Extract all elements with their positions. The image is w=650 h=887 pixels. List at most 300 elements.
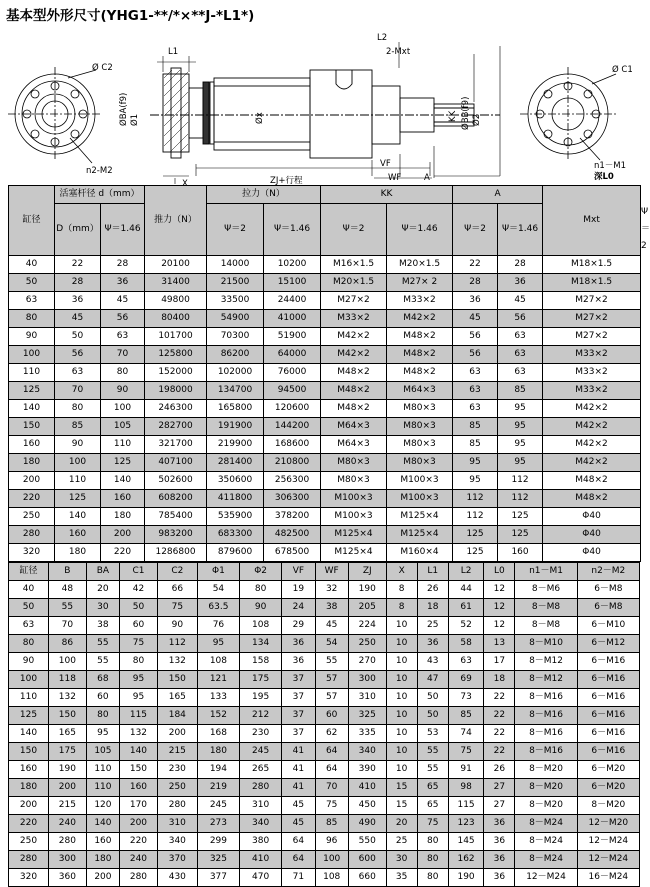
table-row <box>9 833 640 851</box>
table-cell: 94500 <box>264 382 321 400</box>
table-cell: 28 <box>55 274 101 292</box>
table-cell: 306300 <box>264 490 321 508</box>
table-cell: 16－M24 <box>577 869 639 887</box>
table-cell: 27 <box>484 779 515 797</box>
t1-subheader-cell: Ψ＝2 <box>321 204 387 256</box>
table-cell: 36 <box>101 274 145 292</box>
table-cell: M80×3 <box>321 454 387 472</box>
table-cell: 90 <box>55 436 101 454</box>
table-cell: 22 <box>484 743 515 761</box>
table-cell: 45 <box>282 815 315 833</box>
table-cell: 90 <box>101 382 145 400</box>
table-cell: 240 <box>48 815 86 833</box>
table-cell: 76 <box>197 617 239 635</box>
table-cell: 158 <box>240 653 282 671</box>
table-cell: 55 <box>86 653 119 671</box>
table-cell: 63 <box>453 382 498 400</box>
table-cell: 608200 <box>145 490 207 508</box>
table-row <box>9 400 641 418</box>
table-row <box>9 454 641 472</box>
table-cell: 160 <box>9 436 55 454</box>
table-cell: 48 <box>48 581 86 599</box>
table-cell: 180 <box>9 454 55 472</box>
table-cell: 14000 <box>207 256 264 274</box>
table-cell: M48×2 <box>387 328 453 346</box>
table-cell: 95 <box>197 635 239 653</box>
table-cell: 220 <box>9 490 55 508</box>
table-cell: 63 <box>453 364 498 382</box>
table-row <box>9 779 640 797</box>
table-cell: M125×4 <box>321 544 387 562</box>
table-cell: M80×3 <box>387 400 453 418</box>
table-cell: 280 <box>240 779 282 797</box>
table-cell: 112 <box>498 490 543 508</box>
table-row <box>9 346 641 364</box>
table-cell: 50 <box>417 689 448 707</box>
table-cell: 25 <box>417 617 448 635</box>
t2-header-cell: n1－M1 <box>515 563 577 581</box>
table-cell: 53 <box>417 725 448 743</box>
table-cell: 100 <box>48 653 86 671</box>
table-cell: 12 <box>484 581 515 599</box>
table-cell: 310 <box>157 815 197 833</box>
table-cell: 80 <box>101 364 145 382</box>
table-cell: 100 <box>315 851 348 869</box>
table-cell: 105 <box>101 418 145 436</box>
table-cell: M100×3 <box>387 490 453 508</box>
table-cell: 80 <box>86 707 119 725</box>
table-cell: 6－M10 <box>577 617 639 635</box>
table-cell: 37 <box>282 671 315 689</box>
table-cell: 61 <box>448 599 484 617</box>
table-cell: 325 <box>348 707 386 725</box>
table-row <box>9 815 640 833</box>
table-cell: 75 <box>315 797 348 815</box>
table-cell: M48×2 <box>321 364 387 382</box>
table-cell: 8－M16 <box>515 689 577 707</box>
table-cell: 74 <box>448 725 484 743</box>
table-cell: 80 <box>9 310 55 328</box>
table-cell: 125 <box>101 454 145 472</box>
table-cell: 64 <box>315 743 348 761</box>
table-cell: 95 <box>120 689 158 707</box>
table-cell: 86200 <box>207 346 264 364</box>
table-cell: 230 <box>240 725 282 743</box>
table-cell: 256300 <box>264 472 321 490</box>
table-cell: 37 <box>282 725 315 743</box>
table-cell: M80×3 <box>387 436 453 454</box>
table-cell: 6－M16 <box>577 743 639 761</box>
table-cell: 115 <box>120 707 158 725</box>
table-cell: 360 <box>48 869 86 887</box>
table-cell: 180 <box>86 851 119 869</box>
table-cell: 37 <box>282 689 315 707</box>
table-cell: 190 <box>348 581 386 599</box>
label-phi-bb: ØBB(f9) <box>461 96 471 130</box>
table-cell: 63 <box>498 346 543 364</box>
table-cell: M33×2 <box>543 364 641 382</box>
table-cell: 280 <box>9 526 55 544</box>
table-cell: 310 <box>240 797 282 815</box>
table-cell: M48×2 <box>321 382 387 400</box>
table-cell: 24 <box>282 599 315 617</box>
table-cell: 281400 <box>207 454 264 472</box>
table-cell: 12 <box>484 599 515 617</box>
table-cell: 80 <box>55 400 101 418</box>
table-cell: 340 <box>157 833 197 851</box>
table-cell: 28 <box>498 256 543 274</box>
table-cell: 280 <box>120 869 158 887</box>
table-cell: 50 <box>9 274 55 292</box>
table-cell: M33×2 <box>543 346 641 364</box>
table-cell: 6－M8 <box>577 599 639 617</box>
table-cell: 47 <box>417 671 448 689</box>
table-cell: 63 <box>448 653 484 671</box>
table-cell: 32 <box>315 581 348 599</box>
table-cell: M16×1.5 <box>321 256 387 274</box>
table-cell: 280 <box>157 797 197 815</box>
table-row <box>9 851 640 869</box>
table-cell: 6－M16 <box>577 671 639 689</box>
table-cell: 56 <box>498 310 543 328</box>
table-cell: 22 <box>55 256 101 274</box>
t2-header-cell: L1 <box>417 563 448 581</box>
table-cell: 8－M24 <box>515 815 577 833</box>
table-cell: 110 <box>101 436 145 454</box>
table-cell: 80 <box>417 851 448 869</box>
table-cell: 165 <box>48 725 86 743</box>
table-cell: 36 <box>484 815 515 833</box>
table-cell: 125 <box>498 508 543 526</box>
table-cell: 31400 <box>145 274 207 292</box>
table-cell: 6－M16 <box>577 689 639 707</box>
table-cell: 678500 <box>264 544 321 562</box>
table-cell: 8－M12 <box>515 671 577 689</box>
table-cell: 140 <box>55 508 101 526</box>
label-vf: VF <box>380 159 391 169</box>
table-cell: 118 <box>48 671 86 689</box>
table-cell: 110 <box>86 779 119 797</box>
table-cell: 18 <box>417 599 448 617</box>
table-cell: 19 <box>282 581 315 599</box>
table-cell: 41000 <box>264 310 321 328</box>
table-cell: M80×3 <box>387 454 453 472</box>
table-cell: 41 <box>282 743 315 761</box>
t2-header-cell: BA <box>86 563 119 581</box>
table-cell: 20 <box>386 815 417 833</box>
table-cell: 80 <box>9 635 49 653</box>
table-cell: 150 <box>9 418 55 436</box>
table-cell: 1286800 <box>145 544 207 562</box>
table-cell: 85 <box>55 418 101 436</box>
table-cell: 50 <box>9 599 49 617</box>
table-cell: 250 <box>9 508 55 526</box>
table-cell: 80 <box>417 869 448 887</box>
table-cell: 125 <box>9 707 49 725</box>
table-row <box>9 653 640 671</box>
table-cell: 162 <box>448 851 484 869</box>
table-row <box>9 274 641 292</box>
table-cell: 54 <box>197 581 239 599</box>
table-cell: 58 <box>448 635 484 653</box>
table-cell: 66 <box>157 581 197 599</box>
table-cell: 112 <box>453 490 498 508</box>
table-cell: 64000 <box>264 346 321 364</box>
table-cell: 110 <box>86 761 119 779</box>
table-cell: M42×2 <box>543 436 641 454</box>
table-cell: 350600 <box>207 472 264 490</box>
t1-subheader-cell: Ψ＝1.46 <box>101 204 145 256</box>
table-cell: 36 <box>417 635 448 653</box>
table-cell: M27×2 <box>543 292 641 310</box>
table-cell: 85 <box>453 436 498 454</box>
table-cell: 80400 <box>145 310 207 328</box>
table-cell: 8－M20 <box>515 779 577 797</box>
t2-header-cell: C1 <box>120 563 158 581</box>
table-cell: 430 <box>157 869 197 887</box>
table-cell: 335 <box>348 725 386 743</box>
table-cell: 490 <box>348 815 386 833</box>
table-cell: M20×1.5 <box>387 256 453 274</box>
table-cell: 175 <box>240 671 282 689</box>
spec-table-2 <box>8 562 640 887</box>
table-cell: 75 <box>120 635 158 653</box>
table-cell: 57 <box>315 671 348 689</box>
table-cell: 85 <box>498 382 543 400</box>
label-kk: KK <box>448 110 458 122</box>
table-cell: M48×2 <box>543 472 641 490</box>
t1-header-cell: 拉力（N） <box>207 186 321 204</box>
table-cell: 212 <box>240 707 282 725</box>
label-l1: L1 <box>168 47 179 57</box>
t2-header-cell: L0 <box>484 563 515 581</box>
table-cell: 13 <box>484 635 515 653</box>
table-cell: 49800 <box>145 292 207 310</box>
table-cell: M27×2 <box>543 328 641 346</box>
table-row <box>9 707 640 725</box>
table-cell: 220 <box>101 544 145 562</box>
table-cell: 90 <box>9 653 49 671</box>
table-row <box>9 599 640 617</box>
t1-subheader-cell: Ψ＝1.46 <box>498 204 543 256</box>
table-cell: 377 <box>197 869 239 887</box>
table-cell: 8－M8 <box>515 617 577 635</box>
label-a: A <box>424 173 430 183</box>
table-cell: 15 <box>386 797 417 815</box>
table-cell: 55 <box>315 653 348 671</box>
t2-header-cell: WF <box>315 563 348 581</box>
table-row <box>9 635 640 653</box>
table-cell: 180 <box>197 743 239 761</box>
table-row <box>9 671 640 689</box>
table-cell: 8－M6 <box>515 581 577 599</box>
table-cell: 63 <box>453 400 498 418</box>
table-cell: 60 <box>86 689 119 707</box>
table-cell: 22 <box>453 256 498 274</box>
table-cell: 12－M24 <box>577 851 639 869</box>
table-cell: 70300 <box>207 328 264 346</box>
table-cell: 240 <box>120 851 158 869</box>
table-cell: 152 <box>197 707 239 725</box>
table-cell: M42×2 <box>543 400 641 418</box>
table-cell: M42×2 <box>543 454 641 472</box>
table-cell: 45 <box>453 310 498 328</box>
table-cell: 482500 <box>264 526 321 544</box>
table-cell: 660 <box>348 869 386 887</box>
table-cell: 205 <box>348 599 386 617</box>
table-cell: 10 <box>386 653 417 671</box>
table-cell: 63 <box>9 617 49 635</box>
table-cell: 165 <box>157 689 197 707</box>
table-cell: M48×2 <box>387 346 453 364</box>
table-cell: 8－M24 <box>515 833 577 851</box>
table-cell: M48×2 <box>321 400 387 418</box>
table-cell: M18×1.5 <box>543 256 641 274</box>
table-cell: 33500 <box>207 292 264 310</box>
table-cell: 45 <box>101 292 145 310</box>
table-cell: 200 <box>9 472 55 490</box>
table-cell: Φ40 <box>543 508 641 526</box>
table-cell: 245 <box>197 797 239 815</box>
table-cell: 219900 <box>207 436 264 454</box>
label-c2: Ø C2 <box>92 63 113 73</box>
table-cell: 8－M10 <box>515 635 577 653</box>
table-cell: 95 <box>120 671 158 689</box>
table-cell: 55 <box>86 635 119 653</box>
table-cell: 26 <box>484 761 515 779</box>
table-cell: 125 <box>498 526 543 544</box>
table-cell: 10 <box>386 761 417 779</box>
table-cell: 63 <box>498 364 543 382</box>
table-cell: M42×2 <box>387 310 453 328</box>
table-row <box>9 617 640 635</box>
table-cell: 150 <box>9 743 49 761</box>
table-cell: 785400 <box>145 508 207 526</box>
table-cell: 75 <box>417 815 448 833</box>
table-cell: 224 <box>348 617 386 635</box>
table-cell: 190 <box>48 761 86 779</box>
table-cell: M33×2 <box>543 382 641 400</box>
table-cell: M160×4 <box>387 544 453 562</box>
table-cell: 112 <box>498 472 543 490</box>
table-cell: 411800 <box>207 490 264 508</box>
table-cell: 390 <box>348 761 386 779</box>
table-cell: 15100 <box>264 274 321 292</box>
table-cell: 8 <box>386 599 417 617</box>
table-cell: 26 <box>417 581 448 599</box>
table-cell: 101700 <box>145 328 207 346</box>
t1-header-cell: 活塞杆径 d（mm） <box>55 186 145 204</box>
table-cell: 50 <box>417 707 448 725</box>
table-row <box>9 725 640 743</box>
table-cell: 63 <box>9 292 55 310</box>
table-cell: 62 <box>315 725 348 743</box>
table-cell: 85 <box>448 707 484 725</box>
table-cell: M42×2 <box>543 418 641 436</box>
table-cell: 180 <box>9 779 49 797</box>
table-cell: 125 <box>453 544 498 562</box>
t1-header-cell: KK <box>321 186 453 204</box>
table-cell: 8－M24 <box>515 851 577 869</box>
t2-header-cell: L2 <box>448 563 484 581</box>
table-cell: M80×3 <box>321 472 387 490</box>
table-cell: 140 <box>86 815 119 833</box>
table-cell: 168 <box>197 725 239 743</box>
t1-subheader-cell: Ψ＝2 <box>453 204 498 256</box>
table-cell: M27× 2 <box>387 274 453 292</box>
table-cell: 198000 <box>145 382 207 400</box>
table-cell: 100 <box>55 454 101 472</box>
table-cell: M48×2 <box>543 490 641 508</box>
table-cell: 36 <box>282 653 315 671</box>
table-cell: 20100 <box>145 256 207 274</box>
table-cell: 90 <box>240 599 282 617</box>
table-cell: 250 <box>348 635 386 653</box>
table-cell: 8－M8 <box>515 599 577 617</box>
table-cell: 96 <box>315 833 348 851</box>
table-cell: 310 <box>348 689 386 707</box>
table-row <box>9 869 640 887</box>
table-cell: 6－M20 <box>577 761 639 779</box>
table-cell: 15 <box>386 779 417 797</box>
table-cell: 6－M16 <box>577 725 639 743</box>
table-cell: 132 <box>48 689 86 707</box>
table-cell: 879600 <box>207 544 264 562</box>
table-row <box>9 581 640 599</box>
label-x: X <box>182 179 188 189</box>
table-cell: 300 <box>48 851 86 869</box>
table-cell: 134700 <box>207 382 264 400</box>
table-cell: M33×2 <box>387 292 453 310</box>
table-cell: M80×3 <box>387 418 453 436</box>
table-cell: 132 <box>157 653 197 671</box>
table-row <box>9 526 641 544</box>
t2-header-cell: B <box>48 563 86 581</box>
table-cell: 165800 <box>207 400 264 418</box>
table-cell: 80 <box>417 833 448 851</box>
table-cell: 300 <box>348 671 386 689</box>
table-cell: 6－M16 <box>577 707 639 725</box>
table-cell: 282700 <box>145 418 207 436</box>
table-cell: 95 <box>86 725 119 743</box>
table-cell: 54 <box>315 635 348 653</box>
table-cell: 10200 <box>264 256 321 274</box>
table-cell: 10 <box>386 635 417 653</box>
table-cell: 51900 <box>264 328 321 346</box>
table-cell: 45 <box>55 310 101 328</box>
table-cell: 108 <box>197 653 239 671</box>
table-cell: 550 <box>348 833 386 851</box>
table-cell: 12 <box>484 617 515 635</box>
table-cell: 8－M16 <box>515 743 577 761</box>
table-row <box>9 743 640 761</box>
table-cell: M33×2 <box>321 310 387 328</box>
table-cell: 63 <box>101 328 145 346</box>
table-cell: 125 <box>9 382 55 400</box>
table-cell: 37 <box>282 707 315 725</box>
t2-header-cell: ZJ <box>348 563 386 581</box>
table-cell: 50 <box>120 599 158 617</box>
table-cell: 90 <box>157 617 197 635</box>
table-cell: M42×2 <box>321 346 387 364</box>
table-cell: 65 <box>417 779 448 797</box>
table-cell: 45 <box>315 617 348 635</box>
table-cell: 22 <box>484 725 515 743</box>
table-cell: 265 <box>240 761 282 779</box>
table-cell: 24400 <box>264 292 321 310</box>
table-cell: 12－M24 <box>577 833 639 851</box>
table-cell: 140 <box>120 743 158 761</box>
